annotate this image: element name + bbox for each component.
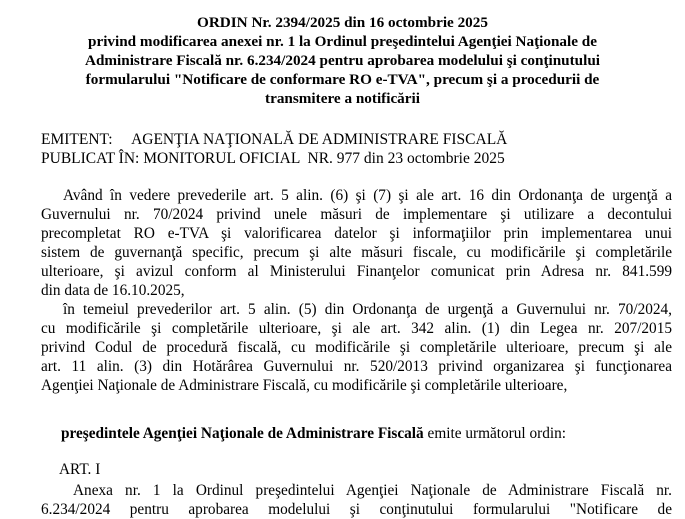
paragraph-line: 6.234/2024 pentru aprobarea modelului şi conţinutului formularului "Notificare de [41,501,672,518]
publicat-line: PUBLICAT ÎN: MONITORUL OFICIAL NR. 977 din 23 octombrie 2025 [41,150,505,167]
paragraph-line: Anexa nr. 1 la Ordinul preşedintelui Agenţiei Naţionale de Administrare Fiscală nr. [73,482,672,499]
emitent-line: EMITENT: AGENŢIA NAŢIONALĂ DE ADMINISTRARE FISCALĂ [41,131,508,148]
title-line: privind modificarea anexei nr. 1 la Ordinul preşedintelui Agenţiei Naţionale de [88,33,597,50]
paragraph-line: cu modificările şi completările ulterioare, şi ale art. 342 alin. (1) din Legea nr. 207/2015 [41,320,672,337]
paragraph-line: art. 11 alin. (3) din Hotărârea Guvernului nr. 520/2013 privind organizarea şi funcţionarea [41,358,672,375]
paragraph-line: din data de 16.10.2025, [41,282,185,299]
paragraph-line: precompletat RO e-TVA şi valorificarea datelor şi informaţiilor prin implementarea unui [41,225,672,242]
paragraph-line: privind Codul de procedură fiscală, cu modificările şi completările ulterioare, precum şi ale [41,339,672,356]
preamble-paragraph-2 [41,300,672,395]
article-heading [41,460,672,479]
document-title [60,13,625,108]
article-number: ART. I [59,461,101,478]
paragraph-line: Agenţiei Naţionale de Administrare Fiscală, cu modificările şi completările ulterioare, [41,377,568,394]
preamble-paragraph-1 [41,186,672,300]
issuer-name: preşedintele Agenţiei Naţionale de Administrare Fiscală [61,425,424,442]
title-line: Administrare Fiscală nr. 6.234/2024 pentru aprobarea modelului şi conţinutului [84,52,601,69]
document-metadata [41,130,507,168]
article-text [41,481,672,519]
title-line: formularului "Notificare de conformare RO e-TVA", precum şi a procedurii de [85,71,600,88]
title-line: transmitere a notificării [265,90,420,107]
issuer-statement [41,424,672,443]
paragraph-line: sistem de guvernanţă specific, precum şi alte măsuri fiscale, cu modificările şi completările [41,244,672,261]
title-line: ORDIN Nr. 2394/2025 din 16 octombrie 2025 [197,14,488,31]
issuer-action: emite următorul ordin: [423,425,567,442]
paragraph-line: Având în vedere prevederile art. 5 alin. (6) şi (7) şi ale art. 16 din Ordonanţa de urgenţă a [63,187,672,204]
paragraph-line: ulterioare, şi avizul conform al Ministerului Finanţelor comunicat prin Adresa nr. 841.599 [41,263,672,280]
paragraph-line: în temeiul prevederilor art. 5 alin. (5) din Ordonanţa de urgenţă a Guvernului nr. 70/2024, [63,301,672,318]
paragraph-line: Guvernului nr. 70/2024 privind unele măsuri de implementare şi utilizare a decontului [41,206,672,223]
